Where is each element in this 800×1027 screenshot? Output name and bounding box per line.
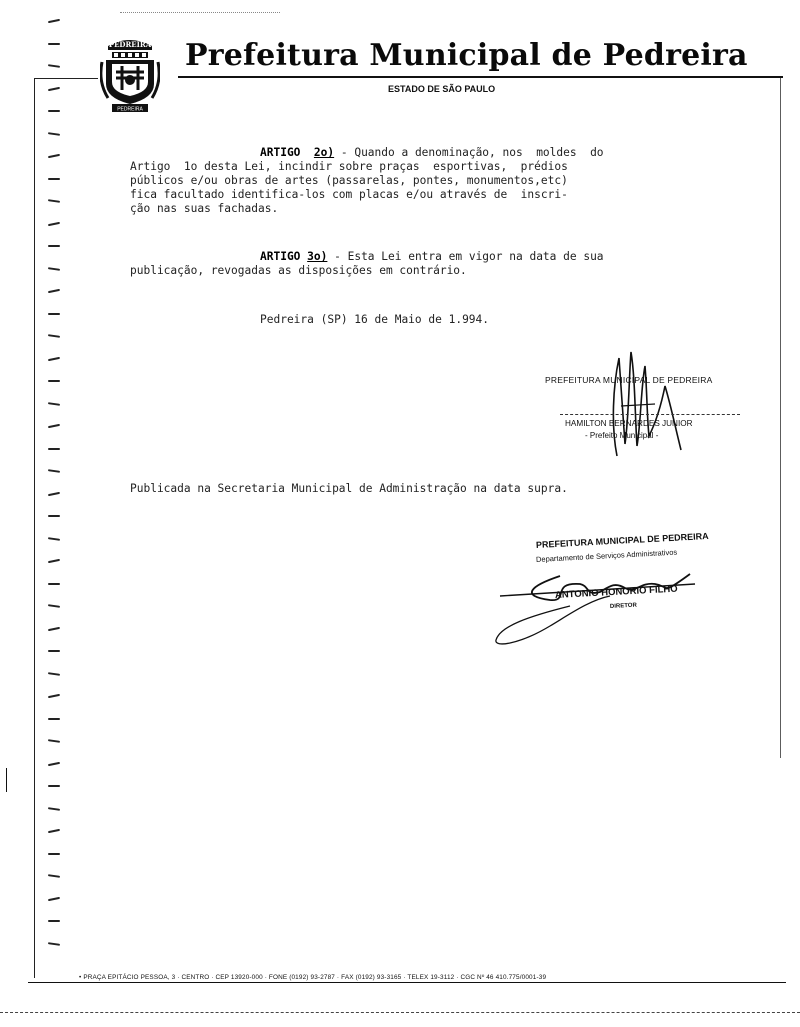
binding-dash [48,469,60,473]
binding-dash [48,402,60,406]
artigo-2-line: públicos e/ou obras de artes (passarelas, pontes, monumentos,etc) [130,174,568,187]
binding-dash [48,515,60,517]
binding-dash [48,626,60,630]
mayor-name: HAMILTON BERNARDES JUNIOR [565,419,693,428]
binding-dash [48,154,60,158]
mayor-stamp-text: PREFEITURA MUNICIPAL DE PEDREIRA [545,375,713,385]
scan-mark [6,768,7,792]
binding-dash [48,672,60,676]
director-department: Departamento de Serviços Administrativos [535,547,678,564]
frame-top [34,78,98,79]
director-name: ANTONIO HONORIO FILHO [554,583,678,601]
director-signature-icon [490,556,710,652]
header-rule [178,76,783,78]
artigo-2-line: ção nas suas fachadas. [130,202,279,215]
binding-dash [48,448,60,450]
date-line: Pedreira (SP) 16 de Maio de 1.994. [260,313,490,326]
published-note: Publicada na Secretaria Municipal de Administração na data supra. [130,482,568,495]
binding-dash [48,650,60,652]
binding-dash [48,43,60,45]
mayor-signature-line [560,414,740,416]
binding-dash [48,920,60,922]
state-subtitle: ESTADO DE SÃO PAULO [388,84,496,94]
frame-right [780,78,781,758]
binding-dash [48,334,60,338]
municipal-crest-icon [100,32,160,116]
binding-dash [48,694,60,698]
binding-dash [48,559,60,563]
artigo-3-number: 3o) [307,250,328,263]
binding-dash [48,785,60,787]
artigo-2-line: Artigo 1o desta Lei, incindir sobre praças esportivas, prédios [130,160,568,173]
binding-dash [48,178,60,180]
binding-dash [48,132,60,136]
mayor-role: - Prefeito Municipal - [585,431,659,440]
svg-text:PEDREIRA: PEDREIRA [108,40,152,49]
footer-address: • PRAÇA EPITÁCIO PESSOA, 3 · CENTRO · CEP 13920-000 · FONE (0192) 93-2787 · FAX (0192) 93-3165 · TELEX 19-3112 · CGC Nº 46 410.775/0001-39 [76,974,549,981]
binding-dash [48,739,60,743]
binding-dash [48,267,60,271]
director-role: DIRETOR [609,602,638,610]
binding-dash [48,64,60,68]
binding-dash [48,380,60,382]
binding-dash [48,807,60,811]
binding-dash [48,853,60,855]
binding-dash [48,604,60,608]
binding-dash [48,86,60,90]
artigo-2-first-line [260,146,604,159]
binding-dash [48,356,60,360]
artigo-3-text-start: - Esta Lei entra em vigor na data de sua [327,250,604,263]
binding-dash [48,110,60,112]
artigo-2-number: 2o) [313,146,335,159]
artigo-2-text-start: - Quando a denominação, nos moldes do [334,146,604,159]
binding-dash [48,424,60,428]
binding-dash [48,874,60,878]
binding-dash [48,19,60,23]
svg-text:PEDREIRA: PEDREIRA [117,106,143,113]
scan-artifact [120,12,280,14]
binding-dash [48,829,60,833]
binding-dash [48,896,60,900]
binding-marks [48,20,62,980]
page-title: Prefeitura Municipal de Pedreira [185,38,748,73]
director-stamp-text: PREFEITURA MUNICIPAL DE PEDREIRA [535,530,709,550]
artigo-3-label: ARTIGO [260,250,301,263]
binding-dash [48,491,60,495]
artigo-2-label: ARTIGO [260,146,301,159]
footer-rule [28,982,786,983]
binding-dash [48,718,60,720]
binding-dash [48,289,60,293]
mayor-signature-icon [585,346,695,464]
artigo-3-line: publicação, revogadas as disposições em contrário. [130,264,467,277]
binding-dash [48,221,60,225]
binding-dash [48,761,60,765]
binding-dash [48,199,60,203]
artigo-3-first-line [260,250,604,263]
scan-bottom-edge [0,1012,800,1014]
frame-left [34,78,35,978]
binding-dash [48,942,60,946]
artigo-2-line: fica facultado identifica-los com placas e/ou através de inscri- [130,188,568,201]
binding-dash [48,537,60,541]
binding-dash [48,313,60,315]
binding-dash [48,245,60,247]
binding-dash [48,583,60,585]
